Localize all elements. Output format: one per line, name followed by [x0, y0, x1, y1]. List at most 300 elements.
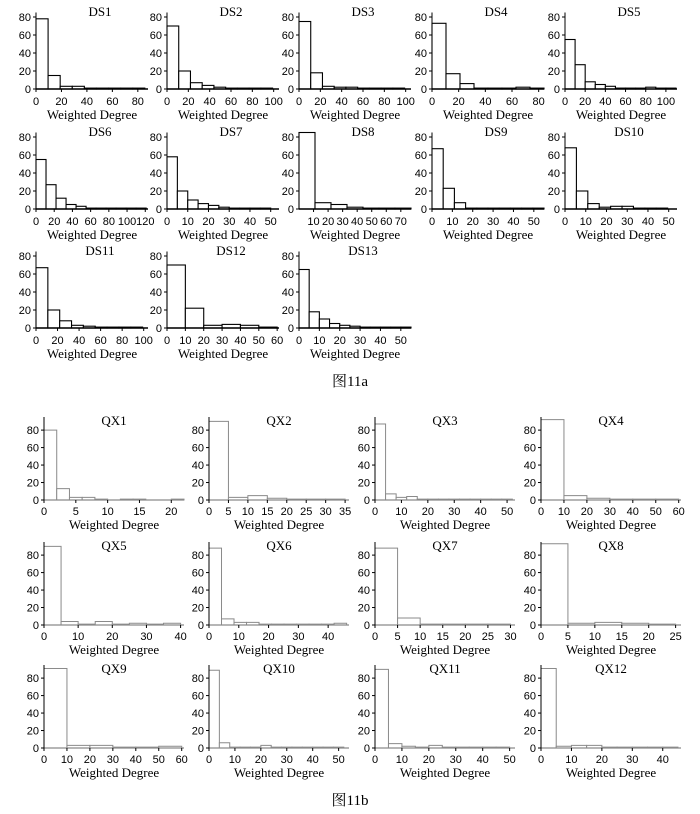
- x-tick-label: 0: [371, 754, 379, 766]
- y-tick-label: 80: [18, 251, 31, 263]
- x-tick-label: 15: [436, 631, 449, 643]
- x-axis-label: Weighted Degree: [68, 642, 160, 657]
- x-tick-label: 10: [181, 216, 194, 228]
- y-tick-label: 40: [357, 708, 370, 721]
- y-tick-label: 20: [18, 186, 31, 198]
- y-tick-label: 80: [281, 12, 294, 24]
- x-tick-label: 20: [165, 506, 178, 518]
- y-tick-label: 0: [155, 323, 162, 335]
- y-tick-label: 0: [32, 620, 39, 632]
- x-tick-label: 20: [459, 631, 472, 643]
- histogram-bar: [564, 496, 587, 500]
- y-tick-label: 0: [197, 620, 204, 632]
- panel-title: DS13: [348, 243, 378, 258]
- y-tick-label: 60: [281, 30, 294, 42]
- y-tick-label: 80: [547, 132, 560, 144]
- y-tick-label: 80: [191, 550, 204, 563]
- histogram-bar: [299, 22, 311, 90]
- histogram-bar: [588, 204, 599, 209]
- x-tick-label: 40: [174, 631, 187, 643]
- y-tick-label: 0: [529, 495, 536, 507]
- x-tick-label: 10: [579, 216, 592, 228]
- x-tick-label: 40: [474, 506, 487, 518]
- histogram-bar: [443, 188, 454, 209]
- x-tick-label: 20: [579, 96, 592, 108]
- histogram-bar: [388, 744, 401, 748]
- y-tick-label: 60: [191, 567, 204, 580]
- y-tick-label: 80: [191, 673, 204, 686]
- x-axis-label: Weighted Degree: [442, 107, 534, 122]
- x-tick-label: 20: [314, 96, 327, 108]
- panel-title: DS4: [484, 4, 508, 19]
- x-tick-label: 0: [163, 216, 171, 228]
- x-tick-label: 40: [641, 216, 655, 228]
- x-tick-label: 40: [479, 96, 492, 108]
- y-tick-label: 80: [281, 251, 294, 263]
- x-tick-label: 60: [84, 216, 97, 228]
- x-tick-label: 50: [662, 216, 675, 228]
- y-tick-label: 60: [149, 269, 162, 281]
- x-tick-label: 20: [580, 506, 594, 518]
- histogram-bar: [44, 430, 57, 500]
- histogram-bar: [375, 548, 398, 625]
- y-tick-label: 80: [523, 425, 536, 438]
- x-tick-label: 10: [101, 506, 114, 518]
- x-axis-label: Weighted Degree: [68, 765, 160, 780]
- y-tick-label: 20: [547, 66, 560, 78]
- x-tick-label: 40: [626, 506, 639, 518]
- x-axis-label: Weighted Degree: [309, 107, 401, 122]
- histogram-bar: [177, 191, 187, 209]
- y-tick-label: 40: [523, 460, 536, 473]
- y-tick-label: 80: [18, 132, 31, 144]
- x-tick-label: 0: [537, 506, 545, 518]
- x-tick-label: 50: [252, 335, 265, 347]
- x-tick-label: 0: [295, 335, 303, 347]
- y-tick-label: 20: [149, 66, 162, 78]
- y-tick-label: 40: [357, 585, 370, 598]
- x-tick-label: 60: [106, 96, 119, 108]
- y-tick-label: 20: [149, 186, 162, 198]
- y-tick-label: 60: [523, 690, 536, 703]
- y-tick-label: 80: [26, 673, 39, 686]
- x-tick-label: 0: [205, 754, 213, 766]
- x-axis-label: Weighted Degree: [233, 765, 325, 780]
- y-tick-label: 40: [191, 708, 204, 721]
- x-tick-label: 50: [332, 754, 345, 766]
- x-tick-label: 20: [182, 96, 195, 108]
- histogram-bar: [311, 73, 323, 89]
- y-tick-label: 20: [191, 477, 204, 490]
- histogram-bar: [209, 421, 228, 500]
- y-tick-label: 0: [287, 84, 294, 96]
- y-tick-label: 80: [149, 251, 162, 263]
- y-tick-label: 0: [553, 204, 560, 216]
- y-tick-label: 40: [523, 585, 536, 598]
- histogram-bar: [167, 265, 185, 328]
- histogram-bar: [432, 23, 446, 89]
- x-axis-label: Weighted Degree: [177, 107, 269, 122]
- y-tick-label: 60: [357, 442, 370, 455]
- x-tick-label: 80: [378, 96, 391, 108]
- x-tick-label: 100: [264, 96, 283, 108]
- x-tick-label: 60: [175, 754, 188, 766]
- x-tick-label: 10: [588, 631, 601, 643]
- y-tick-label: 20: [26, 725, 39, 738]
- y-tick-label: 20: [523, 477, 536, 490]
- y-tick-label: 60: [281, 150, 294, 162]
- panel-title: DS9: [484, 124, 508, 139]
- y-tick-label: 40: [357, 460, 370, 473]
- figure-caption-b: 图11b: [331, 793, 369, 809]
- x-tick-label: 20: [642, 631, 655, 643]
- x-tick-label: 20: [262, 631, 275, 643]
- x-tick-label: 5: [394, 631, 401, 643]
- x-tick-label: 20: [321, 216, 335, 228]
- histogram-bar: [541, 420, 564, 500]
- y-tick-label: 0: [32, 743, 39, 755]
- histogram-bar: [46, 185, 56, 209]
- y-tick-label: 60: [191, 690, 204, 703]
- histogram-bar: [190, 83, 202, 89]
- y-tick-label: 20: [414, 186, 427, 198]
- x-tick-label: 20: [48, 216, 61, 228]
- x-tick-label: 5: [564, 631, 571, 643]
- x-tick-label: 100: [656, 96, 676, 108]
- panel-title: QX3: [432, 413, 458, 428]
- panel-title: QX4: [598, 413, 624, 428]
- histogram-bar: [209, 670, 219, 748]
- y-tick-label: 0: [553, 84, 560, 96]
- y-tick-label: 20: [149, 305, 162, 317]
- x-axis-label: Weighted Degree: [399, 642, 491, 657]
- x-tick-label: 30: [223, 216, 236, 228]
- histogram-bar: [167, 157, 177, 209]
- x-tick-label: 40: [234, 335, 247, 347]
- x-tick-label: 0: [295, 96, 303, 108]
- x-tick-label: 10: [228, 754, 242, 766]
- x-axis-label: Weighted Degree: [565, 517, 657, 532]
- histogram-bar: [398, 618, 421, 625]
- y-tick-label: 0: [24, 323, 31, 335]
- y-tick-label: 20: [281, 66, 294, 78]
- x-tick-label: 50: [503, 754, 516, 766]
- x-tick-label: 20: [422, 754, 435, 766]
- x-tick-label: 20: [51, 335, 64, 347]
- x-tick-label: 50: [365, 216, 378, 228]
- x-tick-label: 20: [466, 216, 479, 228]
- y-tick-label: 40: [18, 287, 31, 299]
- x-tick-label: 0: [40, 754, 48, 766]
- histogram-bar: [386, 494, 397, 500]
- x-tick-label: 30: [106, 754, 119, 766]
- x-axis-label: Weighted Degree: [309, 346, 401, 361]
- y-tick-label: 40: [414, 48, 427, 60]
- y-tick-label: 40: [281, 48, 294, 60]
- histogram-bar: [585, 82, 595, 89]
- y-tick-label: 40: [281, 287, 294, 299]
- x-tick-label: 0: [163, 96, 171, 108]
- y-tick-label: 0: [24, 204, 31, 216]
- y-tick-label: 0: [420, 204, 427, 216]
- panel-title: QX12: [595, 661, 627, 676]
- y-tick-label: 80: [523, 550, 536, 563]
- x-axis-label: Weighted Degree: [399, 517, 491, 532]
- x-tick-label: 10: [179, 335, 192, 347]
- x-tick-label: 0: [561, 96, 569, 108]
- y-tick-label: 20: [191, 725, 204, 738]
- y-tick-label: 20: [523, 725, 536, 738]
- x-tick-label: 25: [300, 506, 313, 518]
- x-tick-label: 10: [395, 754, 409, 766]
- panel-title: DS3: [351, 4, 375, 19]
- histogram-bar: [57, 489, 70, 500]
- x-tick-label: 40: [322, 631, 335, 643]
- x-tick-label: 40: [476, 754, 489, 766]
- x-tick-label: 60: [672, 506, 685, 518]
- y-tick-label: 20: [357, 725, 370, 738]
- histogram-bar: [375, 669, 388, 748]
- histogram-bar: [60, 321, 72, 328]
- x-tick-label: 80: [116, 335, 129, 347]
- x-tick-label: 10: [72, 631, 85, 643]
- panel-title: QX5: [101, 538, 127, 553]
- x-tick-label: 30: [336, 216, 349, 228]
- x-tick-label: 0: [32, 216, 40, 228]
- x-tick-label: 50: [152, 754, 165, 766]
- y-tick-label: 40: [26, 460, 39, 473]
- y-tick-label: 0: [287, 204, 294, 216]
- x-tick-label: 0: [537, 631, 545, 643]
- y-tick-label: 0: [420, 84, 427, 96]
- panel-title: DS2: [219, 4, 243, 19]
- y-tick-label: 0: [529, 620, 536, 632]
- y-tick-label: 80: [191, 425, 204, 438]
- y-tick-label: 60: [414, 150, 427, 162]
- y-tick-label: 0: [155, 204, 162, 216]
- x-tick-label: 40: [72, 335, 86, 347]
- x-tick-label: 30: [621, 216, 634, 228]
- x-axis-label: Weighted Degree: [442, 227, 534, 242]
- y-tick-label: 80: [281, 132, 294, 144]
- x-tick-label: 20: [55, 96, 68, 108]
- y-tick-label: 60: [357, 690, 370, 703]
- y-tick-label: 40: [191, 460, 204, 473]
- x-tick-label: 15: [261, 506, 274, 518]
- y-tick-label: 60: [18, 269, 31, 281]
- histogram-bar: [44, 668, 67, 748]
- y-tick-label: 20: [414, 66, 427, 78]
- histogram-bar: [48, 76, 60, 90]
- x-tick-label: 10: [557, 506, 571, 518]
- y-tick-label: 40: [149, 287, 162, 299]
- panel-title: QX6: [266, 538, 292, 553]
- y-tick-label: 0: [24, 84, 31, 96]
- x-tick-label: 40: [306, 754, 319, 766]
- x-tick-label: 0: [537, 754, 545, 766]
- x-tick-label: 30: [140, 631, 153, 643]
- x-tick-label: 60: [619, 96, 632, 108]
- histogram-bar: [541, 668, 556, 748]
- y-tick-label: 20: [547, 186, 560, 198]
- histogram-bar: [36, 160, 46, 210]
- x-tick-label: 15: [615, 631, 628, 643]
- histogram-bar: [299, 270, 309, 329]
- x-tick-label: 20: [280, 506, 293, 518]
- y-tick-label: 20: [191, 602, 204, 615]
- x-tick-label: 40: [129, 754, 142, 766]
- histogram-bar: [432, 149, 443, 209]
- x-tick-label: 10: [232, 631, 245, 643]
- x-tick-label: 80: [131, 96, 144, 108]
- x-tick-label: 35: [338, 506, 352, 518]
- y-tick-label: 0: [363, 495, 370, 507]
- x-tick-label: 60: [380, 216, 393, 228]
- x-tick-label: 40: [243, 216, 257, 228]
- y-tick-label: 60: [149, 150, 162, 162]
- y-tick-label: 60: [523, 442, 536, 455]
- y-tick-label: 60: [191, 442, 204, 455]
- x-tick-label: 40: [66, 216, 79, 228]
- histogram-bar: [565, 148, 576, 209]
- y-tick-label: 0: [363, 620, 370, 632]
- panel-title: DS10: [614, 124, 644, 139]
- x-tick-label: 60: [356, 96, 370, 108]
- y-tick-label: 20: [26, 602, 39, 615]
- histogram-bar: [299, 133, 315, 210]
- x-tick-label: 40: [507, 216, 520, 228]
- x-tick-label: 30: [603, 506, 616, 518]
- x-tick-label: 20: [106, 631, 119, 643]
- x-axis-label: Weighted Degree: [46, 227, 138, 242]
- panel-title: DS5: [617, 4, 641, 19]
- x-tick-label: 100: [117, 216, 137, 228]
- y-tick-label: 20: [26, 477, 39, 490]
- x-tick-label: 10: [60, 754, 74, 766]
- y-tick-label: 20: [357, 477, 370, 490]
- panel-title: DS12: [216, 243, 246, 258]
- x-tick-label: 30: [215, 335, 229, 347]
- x-tick-label: 40: [351, 216, 364, 228]
- x-tick-label: 80: [532, 96, 545, 108]
- histogram-bar: [167, 26, 179, 89]
- x-tick-label: 30: [504, 631, 517, 643]
- x-tick-label: 5: [225, 506, 232, 518]
- x-tick-label: 25: [481, 631, 495, 643]
- histogram-bar: [219, 743, 229, 748]
- panel-title: QX9: [101, 661, 127, 676]
- x-axis-label: Weighted Degree: [177, 346, 269, 361]
- x-tick-label: 10: [565, 754, 578, 766]
- x-tick-label: 50: [264, 216, 277, 228]
- x-tick-label: 30: [449, 754, 462, 766]
- histogram-bar: [56, 198, 66, 209]
- y-tick-label: 40: [26, 708, 39, 721]
- histogram-bar: [454, 203, 465, 209]
- histogram-bar: [565, 40, 575, 90]
- panel-title: QX11: [429, 661, 461, 676]
- panel-title: DS11: [85, 243, 115, 258]
- panel-title: DS7: [219, 124, 243, 139]
- histogram-bar: [44, 546, 61, 625]
- y-tick-label: 80: [547, 12, 560, 24]
- x-tick-label: 0: [163, 335, 171, 347]
- x-tick-label: 10: [241, 506, 255, 518]
- x-tick-label: 0: [40, 506, 48, 518]
- y-tick-label: 60: [18, 30, 31, 42]
- x-tick-label: 30: [448, 506, 461, 518]
- y-tick-label: 0: [197, 743, 204, 755]
- histogram-bar: [48, 310, 60, 328]
- histogram-bar: [319, 319, 329, 328]
- x-tick-label: 10: [307, 216, 320, 228]
- histogram-bar: [36, 268, 48, 328]
- y-tick-label: 0: [287, 323, 294, 335]
- y-tick-label: 40: [191, 585, 204, 598]
- x-tick-label: 70: [394, 216, 407, 228]
- y-tick-label: 0: [155, 84, 162, 96]
- histogram-bar: [179, 71, 191, 89]
- y-tick-label: 0: [363, 743, 370, 755]
- x-tick-label: 40: [599, 96, 612, 108]
- y-tick-label: 60: [26, 690, 39, 703]
- y-tick-label: 0: [197, 495, 204, 507]
- x-tick-label: 30: [353, 335, 367, 347]
- x-tick-label: 0: [371, 506, 379, 518]
- y-tick-label: 40: [281, 168, 294, 180]
- y-tick-label: 40: [18, 168, 31, 180]
- histogram-bar: [315, 203, 331, 209]
- x-tick-label: 20: [452, 96, 465, 108]
- x-tick-label: 10: [395, 506, 408, 518]
- y-tick-label: 40: [26, 585, 39, 598]
- histogram-bar: [185, 308, 203, 328]
- y-tick-label: 60: [26, 567, 39, 580]
- x-tick-label: 100: [134, 335, 153, 347]
- x-tick-label: 0: [205, 631, 213, 643]
- x-tick-label: 20: [421, 506, 434, 518]
- figure-caption-a: 图11a: [331, 374, 369, 390]
- panel-title: QX8: [598, 538, 624, 553]
- y-tick-label: 60: [523, 567, 536, 580]
- x-tick-label: 0: [428, 216, 436, 228]
- x-axis-label: Weighted Degree: [565, 642, 657, 657]
- y-tick-label: 40: [149, 168, 162, 180]
- y-tick-label: 20: [281, 186, 294, 198]
- x-tick-label: 20: [197, 335, 210, 347]
- y-tick-label: 40: [414, 168, 427, 180]
- x-axis-label: Weighted Degree: [309, 227, 401, 242]
- y-tick-label: 60: [414, 30, 427, 42]
- x-tick-label: 20: [254, 754, 267, 766]
- x-tick-label: 30: [319, 506, 332, 518]
- x-tick-label: 0: [32, 96, 40, 108]
- x-tick-label: 0: [32, 335, 40, 347]
- x-tick-label: 0: [40, 631, 48, 643]
- panel-title: QX1: [101, 413, 127, 428]
- x-tick-label: 10: [446, 216, 459, 228]
- y-tick-label: 80: [149, 12, 162, 24]
- y-tick-label: 60: [281, 269, 294, 281]
- x-tick-label: 10: [414, 631, 427, 643]
- x-tick-label: 0: [371, 631, 379, 643]
- y-tick-label: 20: [18, 66, 31, 78]
- x-tick-label: 30: [486, 216, 500, 228]
- y-tick-label: 80: [523, 673, 536, 686]
- panel-title: DS1: [88, 4, 112, 19]
- y-tick-label: 60: [26, 442, 39, 455]
- y-tick-label: 80: [18, 12, 31, 24]
